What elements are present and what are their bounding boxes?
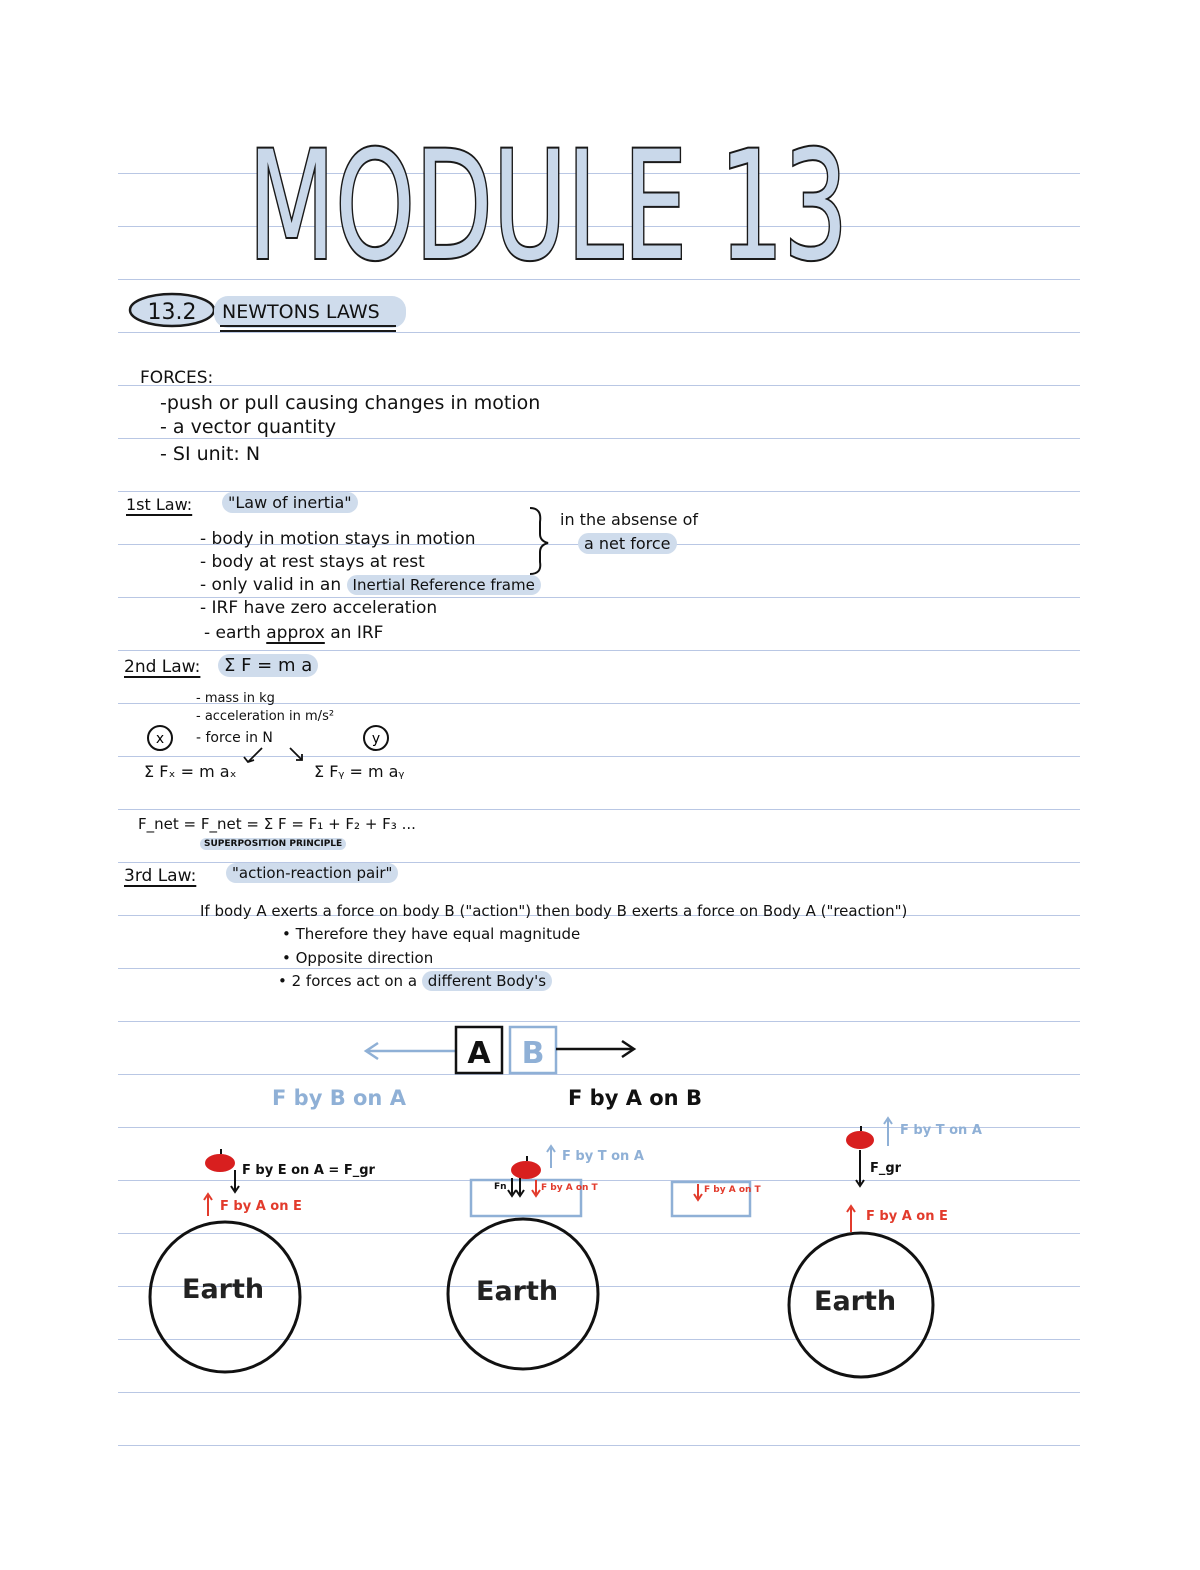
earth-label: Earth	[814, 1286, 897, 1317]
eq-y: Σ Fᵧ = m aᵧ	[314, 762, 405, 781]
law3-bullet: • 2 forces act on a	[278, 972, 418, 990]
law1-item: - IRF have zero acceleration	[200, 598, 438, 618]
law2-equation: Σ F = m a	[218, 654, 318, 677]
apple-icon	[846, 1131, 874, 1149]
x-axis-label: x	[155, 731, 165, 747]
earth-label: Earth	[182, 1274, 265, 1305]
law3-statement: If body A exerts a force on body B ("action") then body B exerts a force on Body A ("reaction")	[200, 902, 908, 920]
force-label: F by A on E	[220, 1199, 302, 1214]
section-name: NEWTONS LAWS	[222, 301, 380, 323]
law3-label: 3rd Law:	[124, 866, 197, 886]
different-body: different Body's	[422, 971, 552, 991]
box-a-label: A	[467, 1036, 491, 1071]
law1-item: an IRF	[330, 623, 384, 643]
irf-term: Inertial Reference frame	[347, 575, 541, 595]
apple-icon	[205, 1154, 235, 1172]
force-b-on-a: F by B on A	[272, 1086, 406, 1110]
force-label: F by A on T	[541, 1183, 598, 1193]
law1-item: - earth	[204, 623, 261, 643]
force-label: F by T on A	[900, 1123, 982, 1138]
page-title: MODULE 13	[248, 120, 848, 294]
law1-name: "Law of inertia"	[222, 492, 358, 513]
law3-bullet: • Opposite direction	[282, 949, 434, 967]
force-label: F_gr	[870, 1161, 902, 1176]
force-label: F by E on A = F_gr	[242, 1163, 375, 1178]
forces-item: - SI unit: N	[160, 443, 261, 465]
approx-word: approx	[266, 623, 325, 643]
law1-item: - body in motion stays in motion	[200, 529, 476, 549]
section-number: 13.2	[147, 300, 197, 325]
force-a-on-b: F by A on B	[568, 1086, 702, 1110]
bracket-note: in the absense of	[560, 510, 698, 529]
force-label: F by A on E	[866, 1209, 948, 1224]
apple-icon	[511, 1161, 541, 1179]
superposition-label: SUPERPOSITION PRINCIPLE	[200, 838, 346, 850]
law1-item: - body at rest stays at rest	[200, 552, 425, 572]
eq-x: Σ Fₓ = m aₓ	[144, 762, 237, 781]
force-label: F by A on T	[704, 1185, 761, 1195]
law1-label: 1st Law:	[126, 495, 193, 514]
law3-name: "action-reaction pair"	[226, 863, 398, 883]
forces-heading: FORCES:	[140, 368, 214, 388]
bracket-note: a net force	[578, 533, 677, 554]
law3-bullet: • Therefore they have equal magnitude	[282, 925, 581, 943]
law2-label: 2nd Law:	[124, 657, 201, 677]
y-axis-label: y	[371, 731, 381, 747]
box-b-label: B	[521, 1036, 545, 1071]
forces-item: -push or pull causing changes in motion	[160, 392, 541, 414]
force-label: F by T on A	[562, 1149, 644, 1164]
force-label: Fn	[494, 1182, 507, 1192]
law1-item: - only valid in an	[200, 575, 342, 595]
earth-label: Earth	[476, 1276, 559, 1307]
law2-unit: - acceleration in m/s²	[196, 709, 335, 724]
superposition-equation: F_net = F_net = Σ F = F₁ + F₂ + F₃ ...	[138, 815, 416, 833]
forces-item: - a vector quantity	[160, 416, 337, 438]
law2-unit: - mass in kg	[196, 691, 275, 706]
law2-unit: - force in N	[196, 730, 273, 746]
